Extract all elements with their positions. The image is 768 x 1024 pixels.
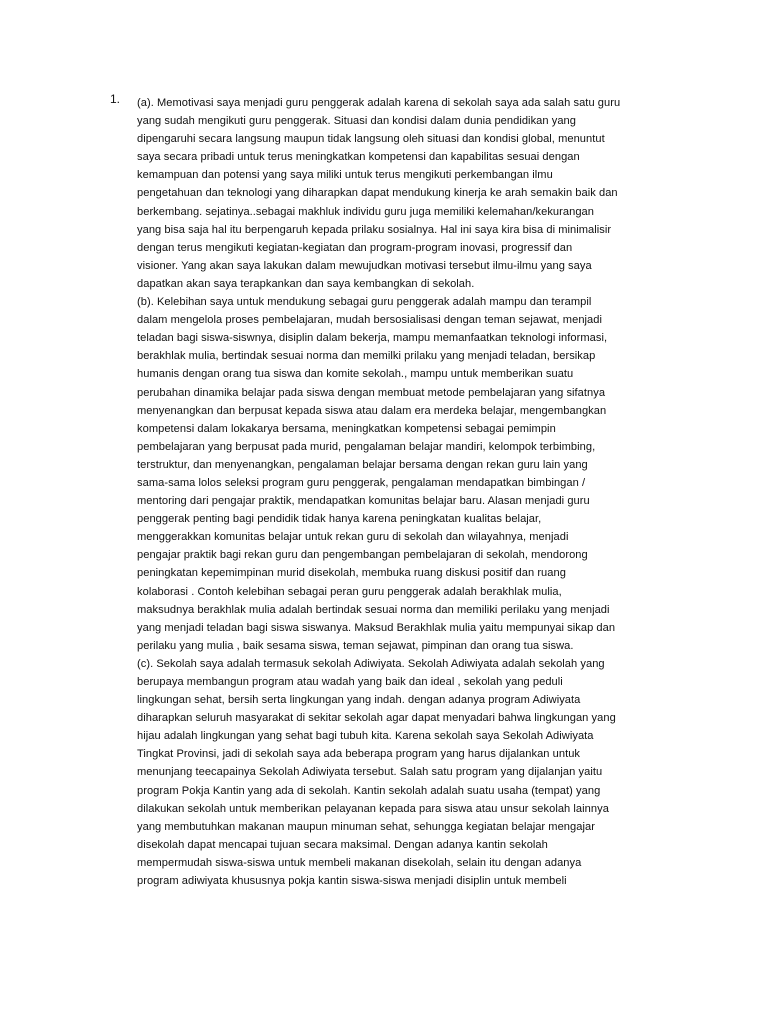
text-line: yang sudah mengikuti guru penggerak. Situasi dan kondisi dalam dunia pendidikan yang xyxy=(137,115,577,128)
text-line: berakhlak mulia, bertindak sesuai norma dan memilki prilaku yang menjadi teladan, bersikap xyxy=(137,350,596,363)
text-line: (b). Kelebihan saya untuk mendukung sebagai guru penggerak adalah mampu dan terampil xyxy=(137,296,592,309)
text-line: yang membutuhkan makanan maupun minuman sehat, sehungga kegiatan belajar mengajar xyxy=(137,820,595,833)
body-text xyxy=(137,94,682,890)
text-line: berupaya membangun program atau wadah yang baik dan ideal , sekolah yang peduli xyxy=(137,676,563,688)
text-line: pengajar praktik bagi rekan guru dan pengembangan pembelajaran di sekolah, mendorong xyxy=(137,549,588,562)
text-line: saya secara pribadi untuk terus meningkatkan kompetensi dan kapabilitas sesuai dengan xyxy=(137,151,580,164)
text-line: mentoring dari pengajar praktik, mendapatkan komunitas belajar baru. Alasan menjadi guru xyxy=(137,495,590,508)
text-line: hijau adalah lingkungan yang sehat bagi tubuh kita. Karena sekolah saya Sekolah Adiwiyata xyxy=(137,730,594,743)
text-line: (c). Sekolah saya adalah termasuk sekolah Adiwiyata. Sekolah Adiwiyata adalah sekolah yang xyxy=(137,657,605,670)
text-line: perubahan dinamika belajar pada siswa dengan membuat metode pembelajaran yang sifatnya xyxy=(137,386,606,399)
text-line: kemampuan dan potensi yang saya miliki untuk terus mengikuti perkembangan ilmu xyxy=(137,169,553,182)
text-line: diharapkan seluruh masyarakat di sekitar sekolah agar dapat menyadari bahwa lingkungan yang xyxy=(137,712,616,725)
text-line: menggerakkan komunitas belajar untuk rekan guru di sekolah dan wilayahnya, menjadi xyxy=(137,531,569,544)
text-line: mempermudah siswa-siswa untuk membeli makanan disekolah, selain itu dengan adanya xyxy=(137,856,582,869)
text-line: pengetahuan dan teknologi yang diharapkan dapat mendukung kinerja ke arah semakin baik dan xyxy=(137,187,618,200)
text-line: terstruktur, dan menyenangkan, pengalaman belajar bersama dengan rekan guru lain yang xyxy=(137,458,588,471)
text-line: dengan terus mengikuti kegiatan-kegiatan dan program-program inovasi, progressif dan xyxy=(137,241,573,254)
text-line: (a). Memotivasi saya menjadi guru penggerak adalah karena di sekolah saya ada salah satu guru xyxy=(137,97,621,109)
text-line: yang menjadi teladan bagi siswa siswanya. Maksud Berakhlak mulia yaitu mempunyai sikap dan xyxy=(137,621,616,634)
text-line: menunjang teecapainya Sekolah Adiwiyata tersebut. Salah satu program yang dijalanjan yaitu xyxy=(137,766,603,779)
text-line: berkembang. sejatinya..sebagai makhluk individu guru juga memiliki kelemahan/kekurangan xyxy=(137,205,594,218)
list-number: 1. xyxy=(110,92,121,106)
text-line: dapatkan akan saya terapkankan dan saya kembangkan di sekolah. xyxy=(137,277,475,290)
text-line: kompetensi dalam lokakarya bersama, meningkatkan kompetensi sebagai pemimpin xyxy=(137,422,556,435)
text-line: humanis dengan orang tua siswa dan komite sekolah., mampu untuk memberikan suatu xyxy=(137,368,574,381)
text-line: disekolah dapat mencapai tujuan secara maksimal. Dengan adanya kantin sekolah xyxy=(137,838,548,851)
text-line: perilaku yang mulia , baik sesama siswa, teman sejawat, pimpinan dan orang tua siswa. xyxy=(137,639,574,652)
text-line: visioner. Yang akan saya lakukan dalam mewujudkan motivasi tersebut ilmu-ilmu yang saya xyxy=(137,259,592,272)
text-line: Tingkat Provinsi, jadi di sekolah saya ada beberapa program yang harus dijalankan untuk xyxy=(137,748,581,761)
text-line: menyenangkan dan berpusat kepada siswa atau dalam era merdeka belajar, mengembangkan xyxy=(137,404,607,417)
text-line: program adiwiyata khususnya pokja kantin siswa-siswa menjadi disiplin untuk membeli xyxy=(137,875,567,888)
text-line: pembelajaran yang berpusat pada murid, pengalaman belajar mandiri, kelompok terbimbing, xyxy=(137,440,596,453)
text-line: lingkungan sehat, bersih serta lingkungan yang indah. dengan adanya program Adiwiyata xyxy=(137,694,581,707)
text-line: dilakukan sekolah untuk memberikan pelayanan kepada para siswa atau unsur sekolah lainnya xyxy=(137,802,609,815)
text-line: peningkatan kepemimpinan murid disekolah, membuka ruang diskusi positif dan ruang xyxy=(137,567,566,580)
text-line: teladan bagi siswa-siswnya, disiplin dalam bekerja, mampu memanfaatkan teknologi informasi, xyxy=(137,332,608,345)
text-line: dipengaruhi secara langsung maupun tidak langsung oleh situasi dan kondisi global, menuntut xyxy=(137,133,605,146)
text-line: sama-sama lolos seleksi program guru penggerak, pengalaman mendapatkan bimbingan / xyxy=(137,476,586,489)
text-line: program Pokja Kantin yang ada di sekolah. Kantin sekolah adalah suatu usaha (tempat) yang xyxy=(137,784,601,797)
text-line: maksudnya berakhlak mulia adalah bertindak sesuai norma dan memiliki perilaku yang menjadi xyxy=(137,603,610,616)
text-line: yang bisa saja hal itu berpengaruh kepada prilaku sosialnya. Hal ini saya kira bisa di minimalisir xyxy=(137,223,612,236)
text-line: kolaborasi . Contoh kelebihan sebagai peran guru penggerak adalah berakhlak mulia, xyxy=(137,585,562,598)
text-line: penggerak penting bagi pendidik tidak hanya karena peningkatan kualitas belajar, xyxy=(137,513,542,526)
text-line: dalam mengelola proses pembelajaran, mudah bersosialisasi dengan teman sejawat, menjadi xyxy=(137,314,603,327)
